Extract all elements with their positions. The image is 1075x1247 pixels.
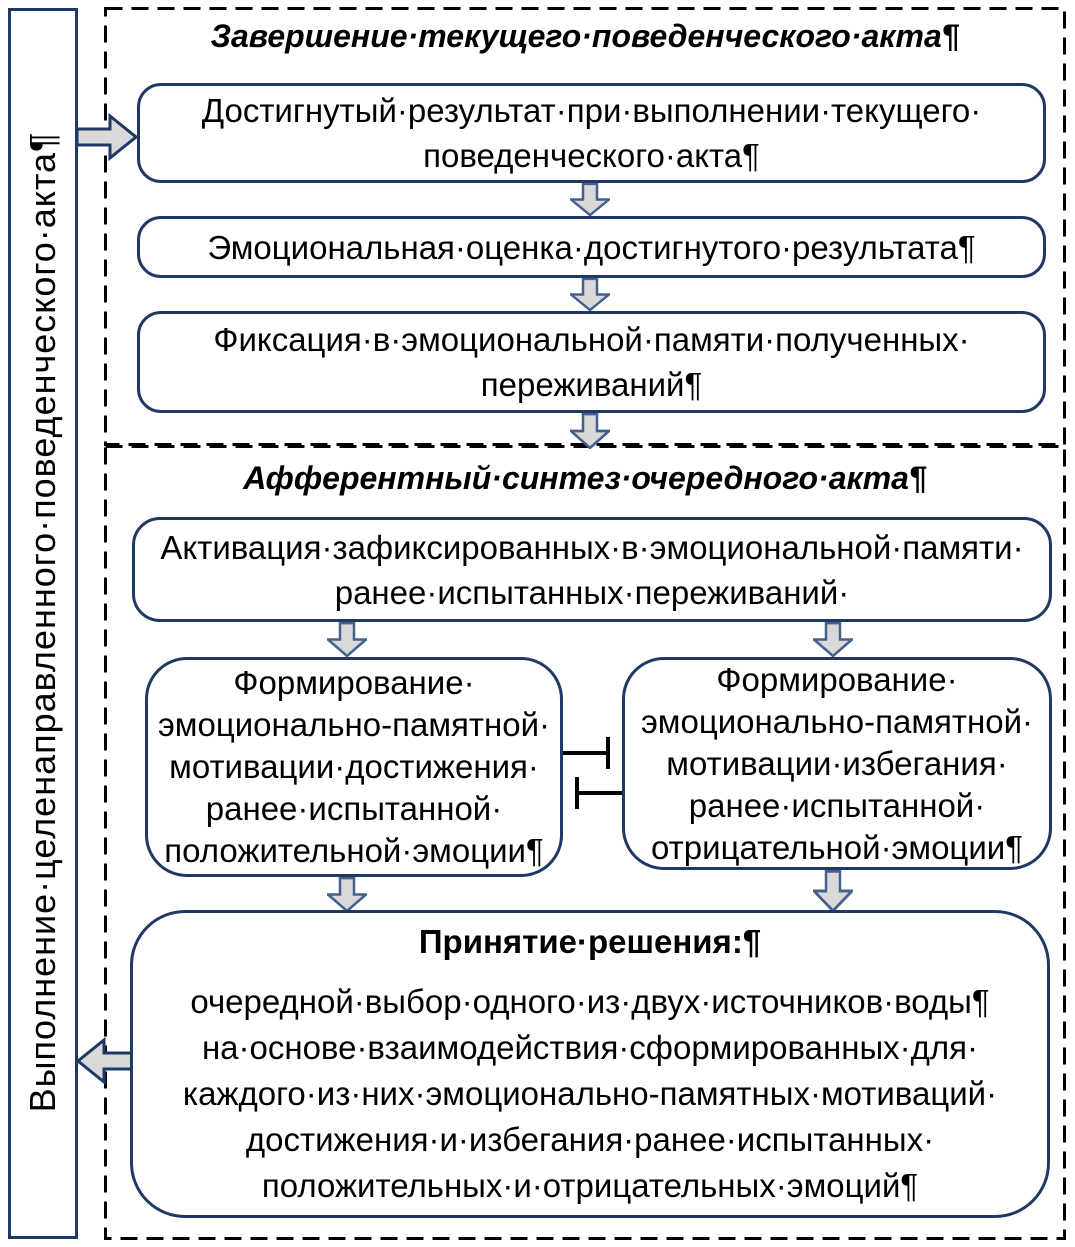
box-negative-motivation-line: ранее·испытанной· — [688, 786, 986, 824]
box-activation — [132, 517, 1052, 622]
decision-body-line: каждого·из·них·эмоционально-памятных·мотиваций· — [182, 1075, 998, 1112]
down-arrow-icon — [570, 183, 610, 216]
down-arrow-icon — [327, 622, 367, 657]
decision-body — [183, 979, 997, 1209]
box-positive-motivation-line: положительной·эмоции¶ — [164, 832, 544, 869]
down-arrow-icon — [813, 870, 853, 912]
completion-section-title: Завершение·текущего·поведенческого·акта¶ — [210, 18, 960, 54]
box-positive-motivation — [145, 657, 563, 877]
box-activation-line: Активация·зафиксированных·в·эмоциональной·памяти· — [160, 528, 1024, 566]
box-positive-motivation-line: эмоционально-памятной· — [157, 706, 551, 743]
box-emotional-evaluation — [137, 216, 1046, 278]
afferent-synthesis-section-title: Афферентный·синтез·очередного·акта¶ — [243, 460, 927, 496]
left-arrow-icon — [76, 1036, 134, 1086]
execution-bar-label: Выполнение·целенаправленного·поведенческого·акта¶ — [22, 131, 63, 1113]
down-arrow-icon — [813, 622, 853, 657]
box-positive-motivation-line: Формирование· — [233, 664, 475, 701]
box-decision — [130, 910, 1050, 1218]
box-positive-motivation-line: ранее·испытанной· — [205, 790, 503, 827]
box-negative-motivation-line: эмоционально-памятной· — [640, 702, 1034, 740]
box-achieved-result-line: Достигнутый·результат·при·выполнении·текущего· — [201, 92, 982, 129]
box-negative-motivation-line: Формирование· — [716, 660, 958, 698]
box-memory-fixation-line: переживаний¶ — [480, 366, 703, 403]
box-positive-motivation-line: мотивации·достижения· — [169, 748, 539, 785]
box-memory-fixation-line: Фиксация·в·эмоциональной·памяти·полученных· — [213, 321, 970, 358]
right-arrow-icon — [76, 112, 138, 162]
mutual-inhibition-tbar-icon — [556, 728, 628, 812]
box-activation-line: ранее·испытанных·переживаний· — [334, 573, 850, 611]
box-achieved-result — [137, 83, 1046, 183]
decision-heading: Принятие·решения:¶ — [418, 923, 762, 960]
decision-body-line: очередной·выбор·одного·из·двух·источников·воды¶ — [190, 983, 990, 1020]
down-arrow-icon — [327, 877, 367, 912]
box-negative-motivation-line: отрицательной·эмоции¶ — [651, 828, 1023, 866]
box-negative-motivation-line: мотивации·избегания· — [666, 744, 1008, 782]
decision-body-line: достижения·и·избегания·ранее·испытанных· — [245, 1121, 935, 1158]
box-achieved-result-line: поведенческого·акта¶ — [423, 137, 760, 174]
box-memory-fixation — [137, 311, 1046, 413]
decision-body-line: положительных·и·отрицательных·эмоций¶ — [261, 1167, 919, 1204]
down-arrow-icon — [570, 413, 610, 449]
down-arrow-icon — [570, 278, 610, 311]
box-emotional-evaluation-line: Эмоциональная·оценка·достигнутого·результата¶ — [207, 228, 976, 266]
box-negative-motivation — [622, 657, 1052, 870]
decision-body-line: на·основе·взаимодействия·сформированных·для· — [201, 1029, 979, 1066]
